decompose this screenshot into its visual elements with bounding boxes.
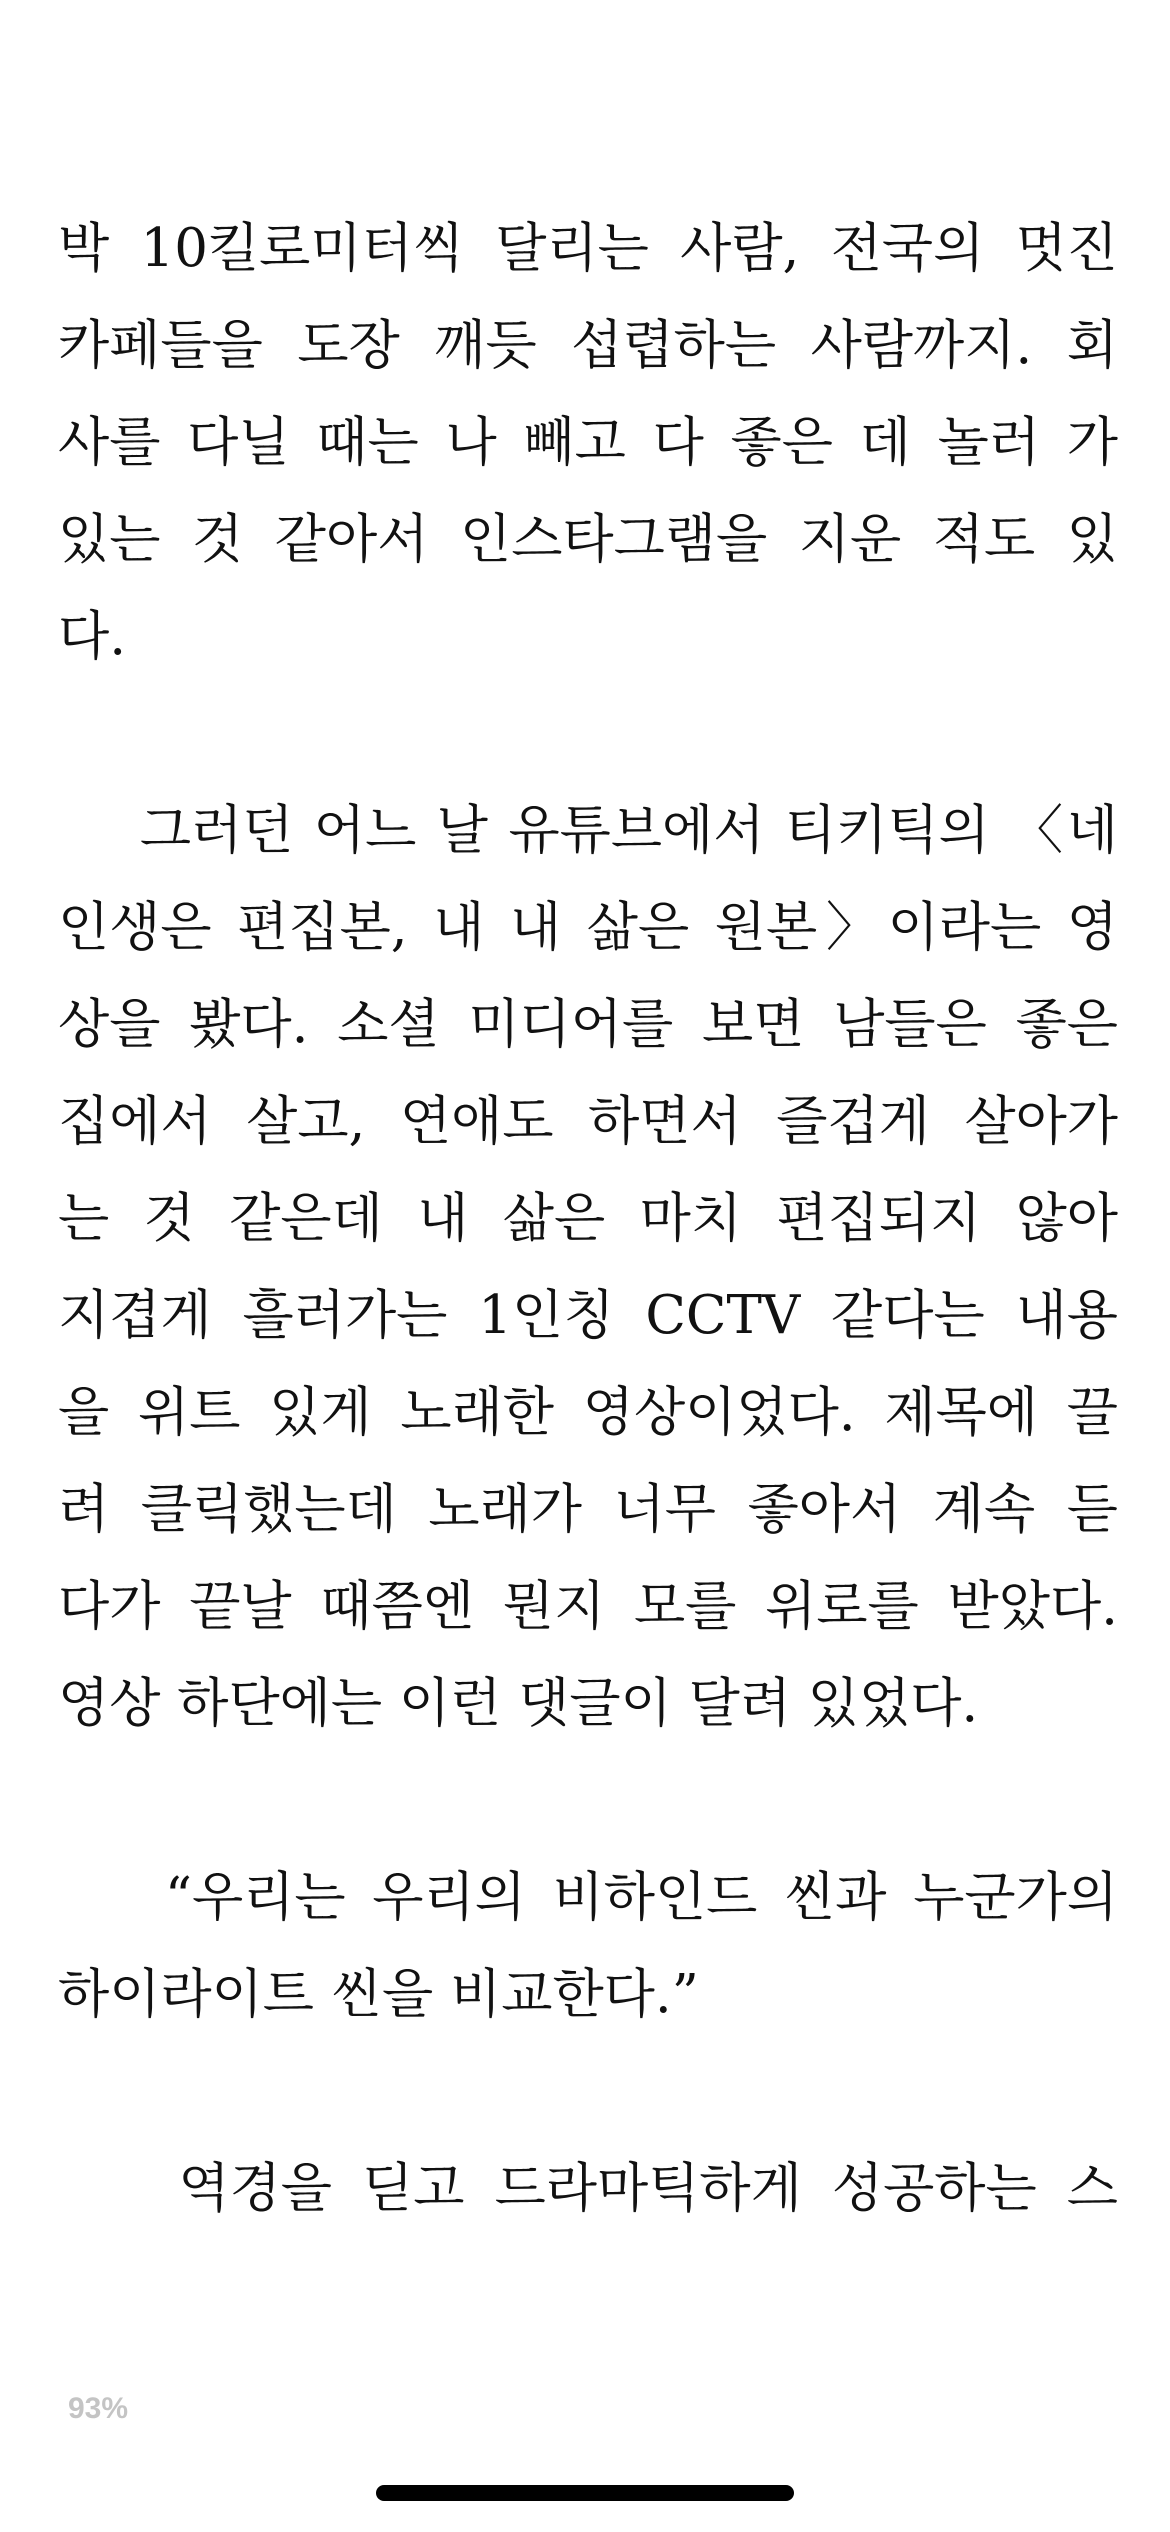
paragraph-1 (58, 200, 1118, 685)
text-line: 영상 하단에는 이런 댓글이 달려 있었다. (58, 1673, 979, 1734)
reading-progress-label: 93% (68, 2392, 129, 2425)
text-line: 다. (58, 606, 127, 667)
paragraph-2 (58, 782, 1118, 1752)
text-line: 역경을 딛고 드라마틱하게 성공하는 스 (58, 2158, 1118, 2219)
text-line: 다가 끝날 때쯤엔 뭔지 모를 위로를 받았다. (58, 1576, 1118, 1637)
text-line: 카페들을 도장 깨듯 섭렵하는 사람까지. 회 (58, 315, 1118, 376)
home-indicator[interactable] (376, 2485, 794, 2501)
text-line: 려 클릭했는데 노래가 너무 좋아서 계속 듣 (58, 1479, 1118, 1540)
paragraph-3 (58, 1849, 1118, 2043)
text-line: 집에서 살고, 연애도 하면서 즐겁게 살아가 (58, 1091, 1118, 1152)
text-line: “우리는 우리의 비하인드 씬과 누군가의 (58, 1867, 1118, 1928)
text-line: 사를 다닐 때는 나 빼고 다 좋은 데 놀러 가 (58, 412, 1118, 473)
text-line: 인생은 편집본, 내 내 삶은 원본〉이라는 영 (58, 897, 1118, 958)
text-line: 박 10킬로미터씩 달리는 사람, 전국의 멋진 (58, 218, 1118, 279)
paragraph-spacer (58, 2043, 1118, 2140)
text-line: 는 것 같은데 내 삶은 마치 편집되지 않아 (58, 1188, 1118, 1249)
text-line: 있는 것 같아서 인스타그램을 지운 적도 있 (58, 509, 1118, 570)
reading-pane[interactable] (58, 200, 1118, 2237)
text-line: 을 위트 있게 노래한 영상이었다. 제목에 끌 (58, 1382, 1118, 1443)
text-line: 지겹게 흘러가는 1인칭 CCTV 같다는 내용 (58, 1285, 1118, 1346)
paragraph-spacer (58, 1752, 1118, 1849)
text-line: 하이라이트 씬을 비교한다.” (58, 1964, 699, 2025)
text-line: 그러던 어느 날 유튜브에서 티키틱의 〈네 (58, 800, 1118, 861)
paragraph-spacer (58, 685, 1118, 782)
paragraph-4 (58, 2140, 1118, 2237)
text-line: 상을 봤다. 소셜 미디어를 보면 남들은 좋은 (58, 994, 1118, 1055)
